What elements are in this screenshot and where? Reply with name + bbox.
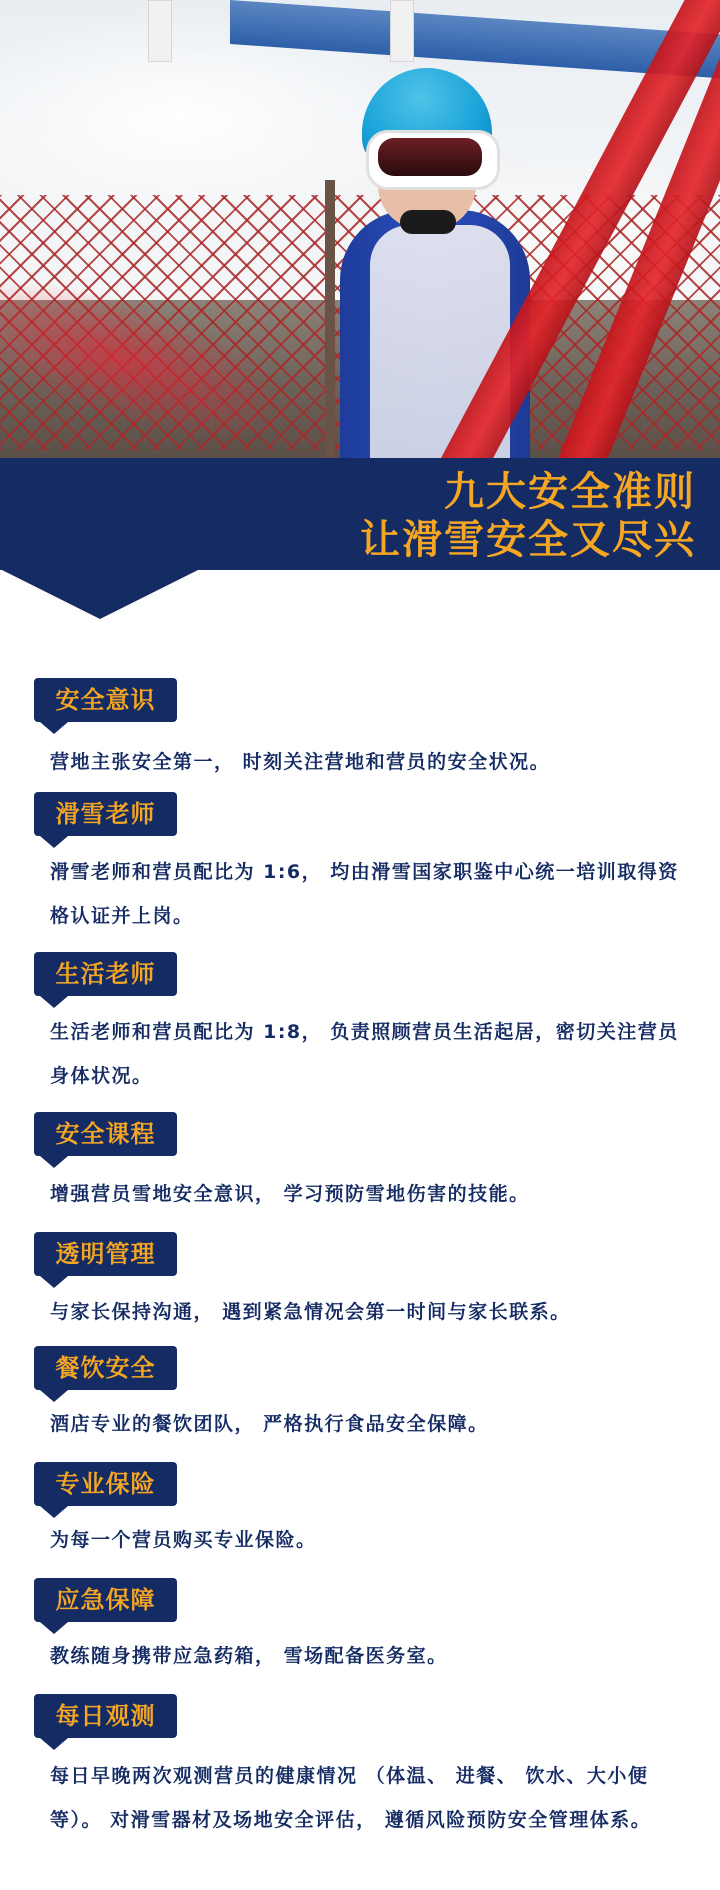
section-text: 每日早晚两次观测营员的健康情况 （体温、 进餐、 饮水、大小便等）。 对滑雪器材及场地安全评估， 遵循风险预防安全管理体系。 xyxy=(50,1765,652,1831)
chin-strap xyxy=(400,210,456,234)
section-tag-label: 餐饮安全 xyxy=(55,1354,156,1382)
section-tag xyxy=(34,1694,177,1738)
section-tag-label: 滑雪老师 xyxy=(55,800,156,828)
goggle-lens xyxy=(378,138,482,176)
section-tag xyxy=(34,792,177,836)
banner-title-line2: 让滑雪安全又尽兴 xyxy=(360,517,696,563)
banner-title-line1: 九大安全准则 xyxy=(444,469,696,515)
section-tag xyxy=(34,1112,177,1156)
section-text: 与家长保持沟通， 遇到紧急情况会第一时间与家长联系。 xyxy=(50,1301,571,1323)
section-tag-label: 应急保障 xyxy=(55,1586,156,1614)
hero-photo xyxy=(0,0,720,460)
rail-post xyxy=(390,0,414,62)
section-text: 营地主张安全第一， 时刻关注营地和营员的安全状况。 xyxy=(50,751,551,773)
section-tag-label: 安全课程 xyxy=(55,1120,156,1148)
section-text: 增强营员雪地安全意识， 学习预防雪地伤害的技能。 xyxy=(50,1183,530,1205)
banner-title xyxy=(96,468,696,564)
section-tag xyxy=(34,1346,177,1390)
section-tag-label: 透明管理 xyxy=(55,1240,156,1268)
section-tag-label: 专业保险 xyxy=(55,1470,156,1498)
section-text: 教练随身携带应急药箱， 雪场配备医务室。 xyxy=(50,1645,448,1667)
section-text: 生活老师和营员配比为 1:8， 负责照顾营员生活起居，密切关注营员身体状况。 xyxy=(50,1021,679,1087)
banner-pointer xyxy=(0,569,200,619)
section-tag xyxy=(34,678,177,722)
section-tag xyxy=(34,1578,177,1622)
section-text: 为每一个营员购买专业保险。 xyxy=(50,1529,317,1551)
section-text: 酒店专业的餐饮团队， 严格执行食品安全保障。 xyxy=(50,1413,489,1435)
section-tag-label: 安全意识 xyxy=(55,686,156,714)
section-tag-label: 生活老师 xyxy=(55,960,156,988)
rail-post xyxy=(148,0,172,62)
section-tag-label: 每日观测 xyxy=(55,1702,156,1730)
section-tag xyxy=(34,1462,177,1506)
section-tag xyxy=(34,1232,177,1276)
section-text: 滑雪老师和营员配比为 1:6， 均由滑雪国家职鉴中心统一培训取得资格认证并上岗。 xyxy=(50,861,679,927)
section-tag xyxy=(34,952,177,996)
